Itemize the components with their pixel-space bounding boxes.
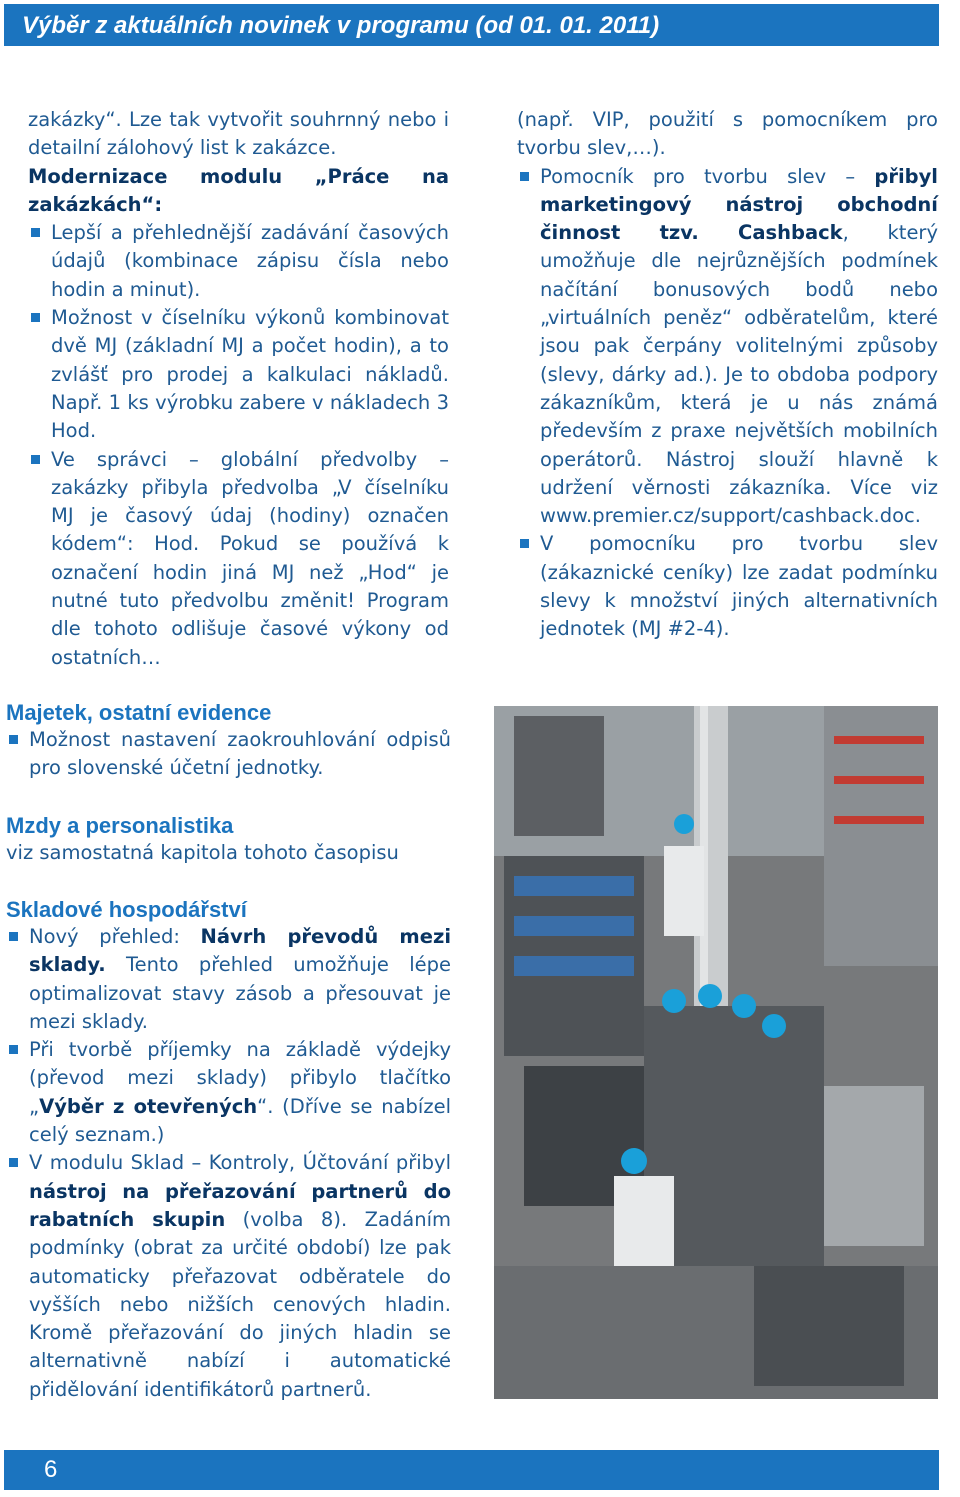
sklad-bullet-list [6, 923, 451, 1404]
list-item [517, 163, 938, 531]
page-number: 6 [44, 1456, 58, 1483]
page-header-bar [4, 4, 939, 46]
text-run: V modulu Sklad – Kontroly, Účtování přibyl [29, 1151, 451, 1175]
majetek-bullet-list [6, 726, 451, 783]
list-item: Ve správci – globální předvolby – zakázky přibyla předvolba „V číselníku MJ je časový údaj (hodiny) označen kódem“: Hod. Pokud se používá k označení hodin jiná MJ než „Hod“ je nutné tuto předvolbu změnit! Program dle tohoto odlišuje časové výkony od ostatních… [28, 446, 449, 672]
factory-photo-illustration [494, 706, 938, 1399]
slevy-bullet-list [517, 163, 938, 644]
list-item [6, 1149, 451, 1404]
page-footer-bar [4, 1450, 939, 1490]
text-run: , který umožňuje dle nejrůznějších podmínek načítání bonusových bodů nebo „virtuálních peněz“ odběratelům, které jsou pak čerpány volitelnými způsoby (slevy, dárky ad.). Je to obdoba podpory zákazníkům, která je u nás známá především z praxe největších mobilních operátorů. Nástroj slouží hlavně k udržení věrnosti zákazníka. Více viz www.premier.cz/support/cashback.doc. [540, 221, 938, 528]
text-run: Nový přehled: [29, 925, 201, 948]
prace-bullet-list [28, 219, 449, 672]
text-run: Při tvorbě příjemky na základě výdejky (převod mezi sklady) přibylo tlačítko „ [29, 1038, 451, 1118]
section-title-mzdy: Mzdy a personalistika [6, 813, 234, 838]
list-item [6, 923, 451, 1036]
section-majetek [6, 700, 451, 783]
mzdy-text: viz samostatná kapitola tohoto časopisu [6, 841, 399, 864]
list-item: Možnost v číselníku výkonů kombinovat dvě MJ (základní MJ a počet hodin), a to zvlášť pro prodej a kalkulaci nákladů. Např. 1 ks výrobku zabere v nákladech 3 Hod. [28, 304, 449, 445]
bold-text: nástroj na přeřazování partnerů do rabatních skupin [29, 1179, 451, 1231]
right-column [517, 106, 938, 644]
section-sklad [6, 897, 451, 1404]
bold-text: Výběr z otevřených [39, 1094, 258, 1118]
intro-text: (např. VIP, použití s pomocníkem pro tvorbu slev,…). [517, 108, 938, 160]
text-run: (volba 8). Zadáním podmínky (obrat za určité období) lze pak automaticky přeřazovat odběratele do vyšších nebo nižších cenových hladin. Kromě přeřazování do jiných hladin se alternativně nabízí i automatické přidělování identifikátorů partnerů. [29, 1207, 451, 1401]
text-run: Pomocník pro tvorbu slev – [540, 164, 875, 188]
list-item: Lepší a přehlednější zadávání časových údajů (kombinace zápisu čísla nebo hodin a minut). [28, 219, 449, 304]
page-title: Výběr z aktuálních novinek v programu (od 01. 01. 2011) [22, 12, 660, 39]
list-item [6, 1036, 451, 1149]
section-title-majetek: Majetek, ostatní evidence [6, 700, 272, 725]
bold-text: Návrh převodů mezi sklady. [29, 925, 451, 977]
list-item: Možnost nastavení zaokrouhlování odpisů pro slovenské účetní jednotky. [6, 726, 451, 783]
bold-text: přibyl marketingový nástroj obchodní činnost tzv. Cashback [540, 164, 938, 245]
left-column [28, 106, 449, 672]
intro-text: zakázky“. Lze tak vytvořit souhrnný nebo i detailní zálohový list k zakázce. [28, 108, 449, 160]
list-item: V pomocníku pro tvorbu slev (zákaznické ceníky) lze zadat podmínku slevy k množství jiných alternativních jednotek (MJ #2-4). [517, 530, 938, 643]
heading-prace: Modernizace modulu „Práce na zakázkách“: [28, 164, 449, 216]
section-title-sklad: Skladové hospodářství [6, 897, 247, 922]
section-mzdy [6, 813, 451, 867]
text-run: Tento přehled umožňuje lépe optimalizovat stavy zásob a přesouvat je mezi sklady. [29, 953, 451, 1033]
factory-photo [494, 706, 938, 1399]
text-run: “. (Dříve se nabízel celý seznam.) [29, 1094, 451, 1147]
